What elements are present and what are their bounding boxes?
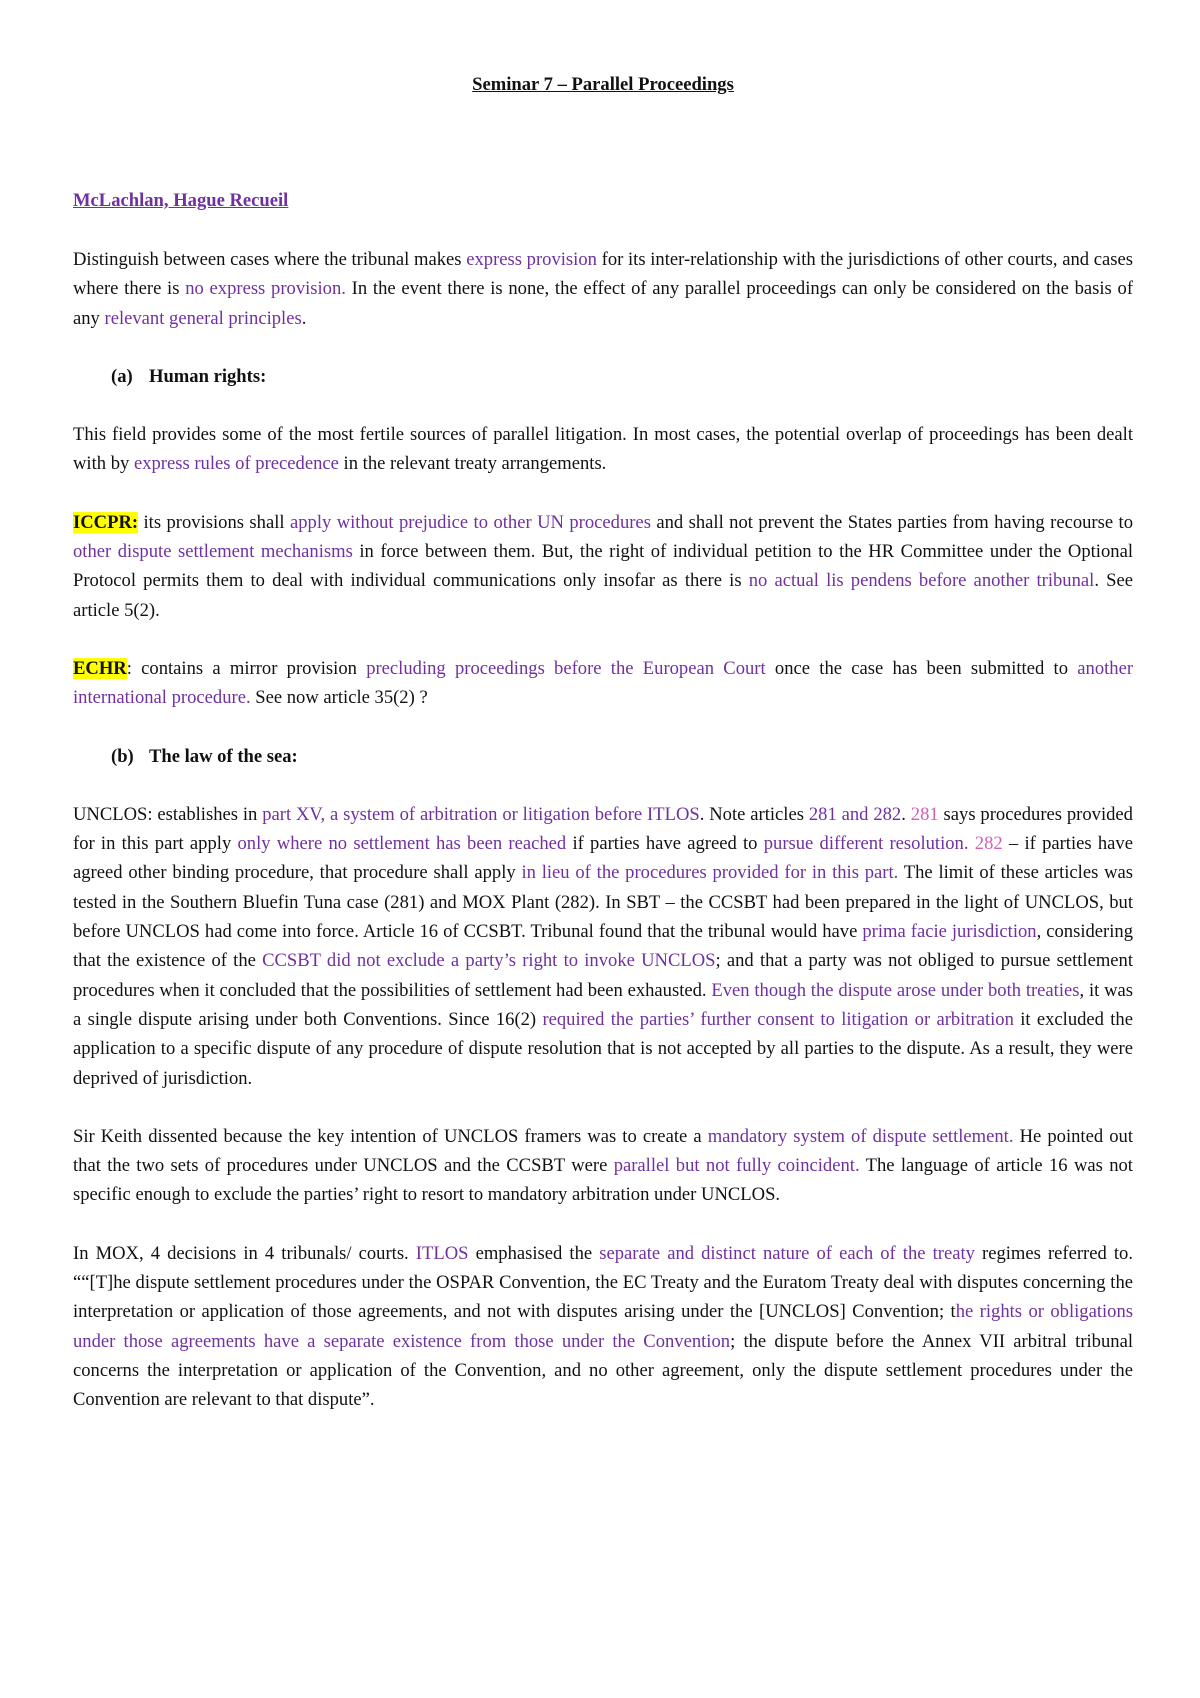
human-rights-paragraph	[73, 420, 1133, 479]
text-run: says procedures provided for in this part apply	[73, 803, 1133, 855]
heading-law-of-the-sea	[73, 742, 1133, 771]
keith-dissent-paragraph	[73, 1122, 1133, 1210]
emphasis-text: in lieu of the procedures provided for in this part.	[521, 862, 899, 884]
unclos-paragraph	[73, 800, 1133, 1093]
emphasis-text: another international procedure.	[73, 657, 1134, 709]
emphasis-text: apply without prejudice to other UN procedures	[289, 511, 651, 533]
emphasis-text: no actual	[748, 570, 827, 592]
emphasis-text: mandatory system of dispute settlement.	[707, 1125, 1014, 1147]
emphasis-text: other dispute settlement mechanisms	[73, 541, 353, 563]
emphasis-text: pursue different resolution.	[763, 833, 969, 855]
heading-number: (b)	[111, 745, 134, 767]
author-heading: McLachlan, Hague Recueil	[73, 190, 289, 211]
heading-human-rights	[73, 362, 1133, 391]
emphasis-text: lis pendens	[826, 570, 912, 592]
emphasis-text: Even though the dispute arose under both treaties	[711, 979, 1080, 1001]
text-run: In the event there is none, the effect of any parallel proceedings can only be considered on the basis of any	[73, 278, 1134, 329]
text-run: Distinguish between cases where the tribunal makes	[73, 249, 467, 270]
text-run: , it was a	[73, 979, 1133, 1030]
emphasis-text: application to a specific dispute of any procedure of dispute resolution that is not accepted by all parties to the dispute.	[73, 1038, 966, 1060]
highlighted-label: ECHR	[73, 657, 127, 679]
text-run: . Since 16(2)	[437, 1008, 543, 1030]
text-run: . Note articles	[699, 803, 809, 825]
heading-label: Human rights:	[149, 365, 267, 387]
emphasis-text: relevant general principles	[104, 307, 302, 329]
emphasis-text: required the parties’ further consent to litigation or arbitration	[542, 1008, 1014, 1030]
emphasis-text: part XV, a system of arbitration or litigation before ITLOS	[262, 803, 700, 825]
text-run: emphasised the	[468, 1242, 600, 1264]
intro-paragraph	[73, 245, 1133, 333]
emphasis-text: only where no settlement has been reached	[237, 833, 567, 855]
emphasis-text: CCSBT did not exclude a party’s right to invoke UNCLOS	[262, 950, 716, 972]
iccpr-paragraph	[73, 508, 1133, 625]
text-run: . See article 5(2).	[73, 570, 1133, 621]
emphasis-text: separate and distinct nature of each of the treaty	[599, 1242, 975, 1264]
text-run: once the case has been submitted to	[765, 657, 1078, 679]
emphasis-text: express rules of precedence	[133, 453, 339, 475]
text-run: ; the dispute before the Annex VII arbitral tribunal concerns the interpretation or application of the Convention, and no other agreement, only the dispute settlement procedures under the Convention are relevant to that dispute”.	[73, 1330, 1133, 1411]
emphasis-text: parallel but not fully coincident.	[613, 1155, 860, 1177]
text-run: its provisions shall	[138, 511, 290, 533]
text-run: if parties have agreed to	[566, 833, 764, 855]
emphasis-text: 281 and 282	[808, 803, 902, 825]
text-run: – if parties have agreed other binding procedure, that procedure shall apply	[73, 833, 1133, 884]
text-run: The language of article 16 was not specific enough to exclude the parties’ right to resort to mandatory arbitration under UNCLOS.	[73, 1155, 1133, 1206]
highlighted-label: ICCPR:	[73, 511, 139, 533]
text-run: See now article 35(2) ?	[250, 687, 428, 709]
text-run: As a result, they were deprived of jurisdiction.	[73, 1038, 1133, 1089]
text-run: .	[301, 307, 307, 329]
text-run: ; and that a party was not obliged to pursue settlement procedures when it concluded that the possibilities of settlement had been exhausted.	[73, 950, 1133, 1001]
emphasis-text: 282	[974, 833, 1003, 855]
emphasis-text: 281	[910, 803, 939, 825]
emphasis-text: no express provision.	[185, 278, 346, 300]
emphasis-text: prima facie jurisdiction	[862, 921, 1037, 943]
text-run: UNCLOS: establishes in	[73, 803, 263, 825]
text-run: Sir Keith dissented because the key intention of UNCLOS framers was to create a	[73, 1125, 708, 1147]
text-run: it excluded the	[1013, 1008, 1133, 1030]
document-page	[73, 70, 1133, 1415]
text-run: In MOX, 4 decisions in 4 tribunals/ courts.	[73, 1242, 416, 1264]
heading-number: (a)	[111, 365, 133, 387]
emphasis-text: single dispute arising under both Conventions	[87, 1008, 438, 1030]
heading-label: The law of the sea:	[149, 745, 298, 767]
emphasis-text: he rights or obligations under those agreements have a separate existence from those under the Convention	[73, 1301, 1133, 1352]
document-title: Seminar 7 – Parallel Proceedings	[472, 74, 734, 95]
text-run: , considering that the existence of the	[73, 921, 1134, 972]
echr-paragraph	[73, 654, 1133, 713]
text-run: for its inter-relationship with the jurisdictions of other courts, and cases where there is	[73, 249, 1134, 300]
mox-paragraph	[73, 1239, 1133, 1415]
emphasis-text: before another tribunal	[911, 570, 1095, 592]
text-run: in the relevant treaty arrangements.	[338, 453, 607, 475]
text-run: .	[901, 803, 911, 825]
emphasis-text: express provision	[466, 249, 597, 270]
text-run: regimes referred to. ““[T]he dispute settlement procedures under the OSPAR Convention, the EC Treaty and the Euratom Treaty deal with disputes concerning the interpretation or application of those agreements, and not with disputes arising under the [UNCLOS] Convention; t	[73, 1242, 1133, 1323]
emphasis-text: precluding proceedings before the European Court	[366, 657, 766, 679]
text-run: He pointed out that the two sets of procedures under UNCLOS and the CCSBT were	[73, 1125, 1133, 1177]
text-run: and shall not prevent the States parties from having recourse to	[650, 511, 1134, 533]
text-run: : contains a mirror provision	[126, 657, 367, 679]
text-run: in force between them. But, the right of individual petition to the HR Committee under the Optional Protocol permits them to deal with individual communications only insofar as there is	[73, 541, 1133, 592]
emphasis-text: ITLOS	[415, 1242, 469, 1264]
text-run: This field provides some of the most fertile sources of parallel litigation. In most cases, the potential overlap of proceedings has been dealt with by	[73, 424, 1133, 475]
text-run: The limit of these articles was tested in the Southern Bluefin Tuna case (281) and MOX Plant (282). In SBT – the CCSBT had been prepared in the light of UNCLOS, but before UNCLOS had come into force. Article 16 of CCSBT. Tribunal found that the tribunal would have	[73, 862, 1134, 943]
